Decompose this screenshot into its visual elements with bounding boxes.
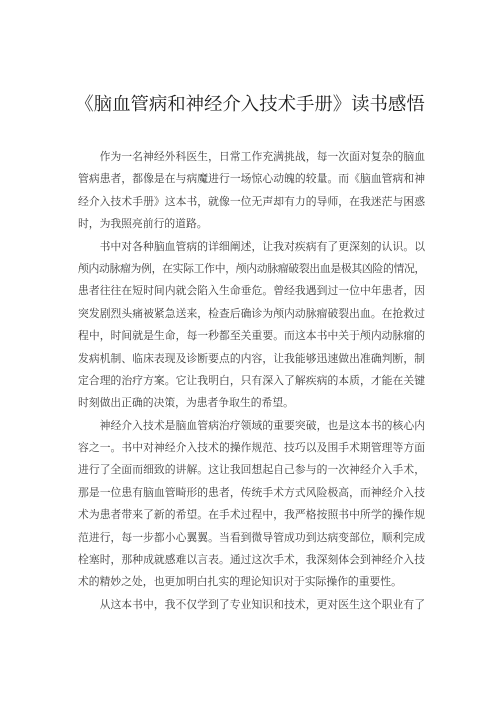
text-line: 书中对各种脑血管病的详细阐述，让我对疾病有了更深刻的认识。以 xyxy=(99,239,425,253)
text-line: 发病机制、临床表现及诊断要点的内容，让我能够迅速做出准确判断，制 xyxy=(78,351,425,365)
text-line: 程中，时间就是生命，每一秒都至关重要。而这本书中关于颅内动脉瘤的 xyxy=(78,329,425,343)
text-line: 突发剧烈头痛被紧急送来，检查后确诊为颅内动脉瘤破裂出血。在抢救过 xyxy=(78,306,425,320)
text-line: 那是一位患有脑血管畸形的患者，传统手术方式风险极高，而神经介入技 xyxy=(78,485,425,499)
text-line: 经介入技术手册》这本书，就像一位无声却有力的导师，在我迷茫与困惑 xyxy=(78,194,425,208)
paragraph xyxy=(78,594,425,616)
text-line: 范进行，每一步都小心翼翼。当看到微导管成功到达病变部位，顺利完成 xyxy=(78,530,425,544)
text-line: 定合理的治疗方案。它让我明白，只有深入了解疾病的本质，才能在关键 xyxy=(78,373,425,387)
text-line: 患者往往在短时间内就会陷入生命垂危。曾经我遇到过一位中年患者，因 xyxy=(78,284,425,298)
paragraph xyxy=(78,236,425,415)
document-body xyxy=(78,146,425,616)
text-line: 进行了全面而细致的讲解。这让我回想起自己参与的一次神经介入手术， xyxy=(78,463,425,477)
text-line: 神经介入技术是脑血管病治疗领域的重要突破，也是这本书的核心内 xyxy=(99,418,425,432)
text-line: 栓塞时，那种成就感难以言表。通过这次手术，我深刻体会到神经介入技 xyxy=(78,553,425,567)
text-line: 管病患者，都像是在与病魔进行一场惊心动魄的较量。而《脑血管病和神 xyxy=(78,172,425,186)
paragraph xyxy=(78,146,425,236)
text-line: 时，为我照亮前行的道路。 xyxy=(78,217,208,231)
text-line: 术为患者带来了新的希望。在手术过程中，我严格按照书中所学的操作规 xyxy=(78,508,425,522)
text-line: 术的精妙之处，也更加明白扎实的理论知识对于实际操作的重要性。 xyxy=(78,575,402,589)
text-line: 颅内动脉瘤为例，在实际工作中，颅内动脉瘤破裂出血是极其凶险的情况， xyxy=(78,261,425,275)
text-line: 时刻做出正确的决策，为患者争取生的希望。 xyxy=(78,396,294,410)
paragraph xyxy=(78,415,425,594)
text-line: 从这本书中，我不仅学到了专业知识和技术，更对医生这个职业有了 xyxy=(99,597,425,611)
text-line: 容之一。书中对神经介入技术的操作规范、技巧以及围手术期管理等方面 xyxy=(78,441,425,455)
text-line: 作为一名神经外科医生，日常工作充满挑战，每一次面对复杂的脑血 xyxy=(99,150,425,163)
document-title: 《脑血管病和神经介入技术手册》读书感悟 xyxy=(75,94,425,115)
